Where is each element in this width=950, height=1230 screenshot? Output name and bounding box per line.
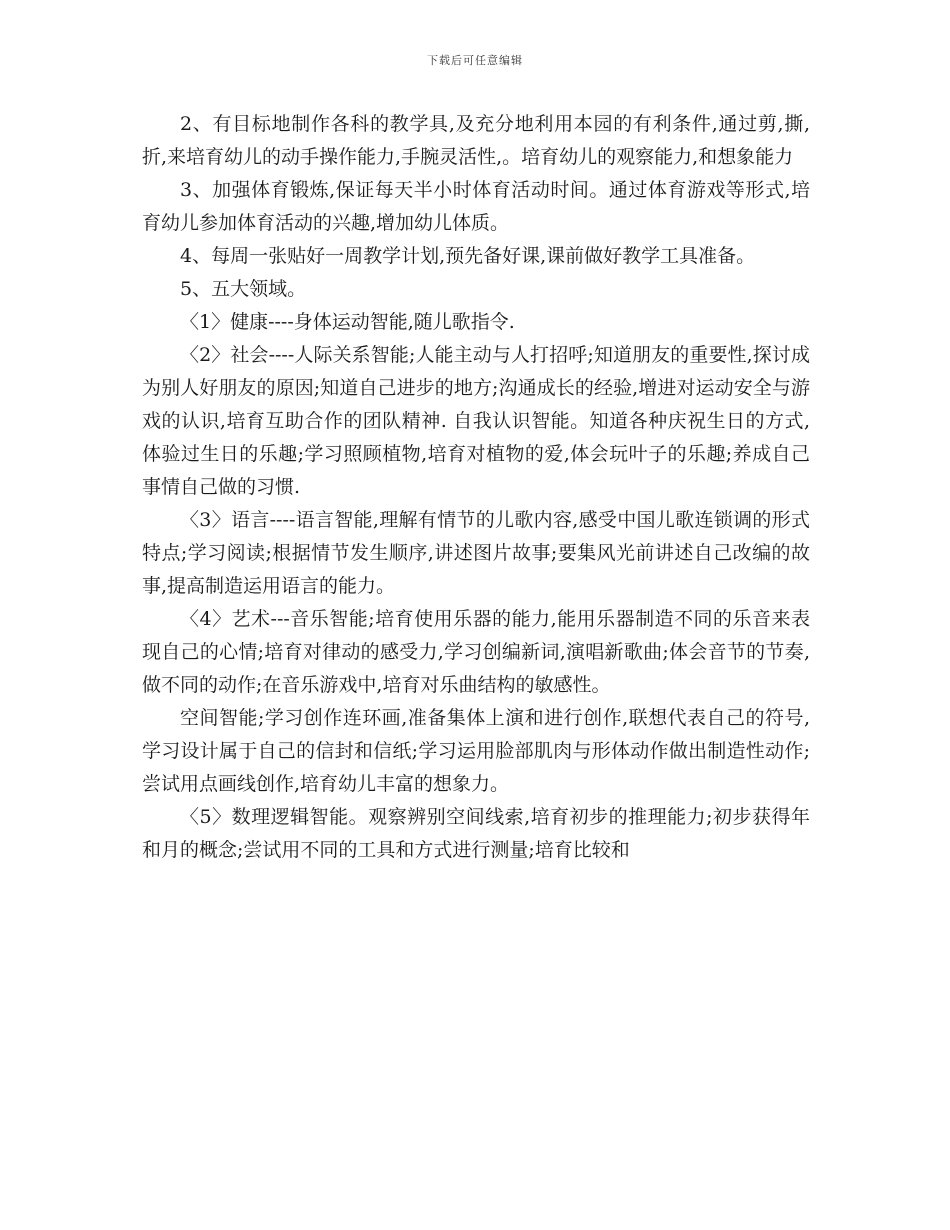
paragraph-item-2: 2、有目标地制作各科的教学具,及充分地利用本园的有利条件,通过剪,撕,折,来培育幼儿的动手操作能力,手腕灵活性,。培育幼儿的观察能力,和想象能力 <box>142 113 810 168</box>
document-body <box>142 108 810 867</box>
paragraph-logic: 〈5〉数理逻辑智能。观察辨别空间线索,培育初步的推理能力;初步获得年和月的概念;尝试用不同的工具和方式进行测量;培育比较和 <box>142 806 810 861</box>
paragraph-item-4: 4、每周一张贴好一周教学计划,预先备好课,课前做好教学工具准备。 <box>180 245 756 267</box>
paragraph-item-5: 5、五大领域。 <box>180 278 307 300</box>
paragraph-item-3: 3、加强体育锻炼,保证每天半小时体育活动时间。通过体育游戏等形式,培育幼儿参加体育活动的兴趣,增加幼儿体质。 <box>142 179 810 234</box>
paragraph-health: 〈1〉健康----身体运动智能,随儿歌指令. <box>180 311 515 333</box>
paragraph-spatial: 空间智能;学习创作连环画,准备集体上演和进行创作,联想代表自己的符号,学习设计属于自己的信封和信纸;学习运用脸部肌肉与形体动作做出制造性动作;尝试用点画线创作,培育幼儿丰富的想象力。 <box>142 707 810 795</box>
paragraph-language: 〈3〉语言----语言智能,理解有情节的儿歌内容,感受中国儿歌连锁调的形式特点;学习阅读;根据情节发生顺序,讲述图片故事;要集风光前讲述自己改编的故事,提高制造运用语言的能力。 <box>142 509 810 597</box>
paragraph-art: 〈4〉艺术---音乐智能;培育使用乐器的能力,能用乐器制造不同的乐音来表现自己的心情;培育对律动的感受力,学习创编新词,演唱新歌曲;体会音节的节奏,做不同的动作;在音乐游戏中,培育对乐曲结构的敏感性。 <box>142 608 810 696</box>
page-header-note: 下载后可任意编辑 <box>427 54 523 67</box>
paragraph-society: 〈2〉社会----人际关系智能;人能主动与人打招呼;知道朋友的重要性,探讨成为别人好朋友的原因;知道自己进步的地方;沟通成长的经验,增进对运动安全与游戏的认识,培育互助合作的团队精神. 自我认识智能。知道各种庆祝生日的方式,体验过生日的乐趣;学习照顾植物,培育对植物的爱,体会玩叶子的乐趣;养成自己事情自己做的习惯. <box>142 344 810 498</box>
